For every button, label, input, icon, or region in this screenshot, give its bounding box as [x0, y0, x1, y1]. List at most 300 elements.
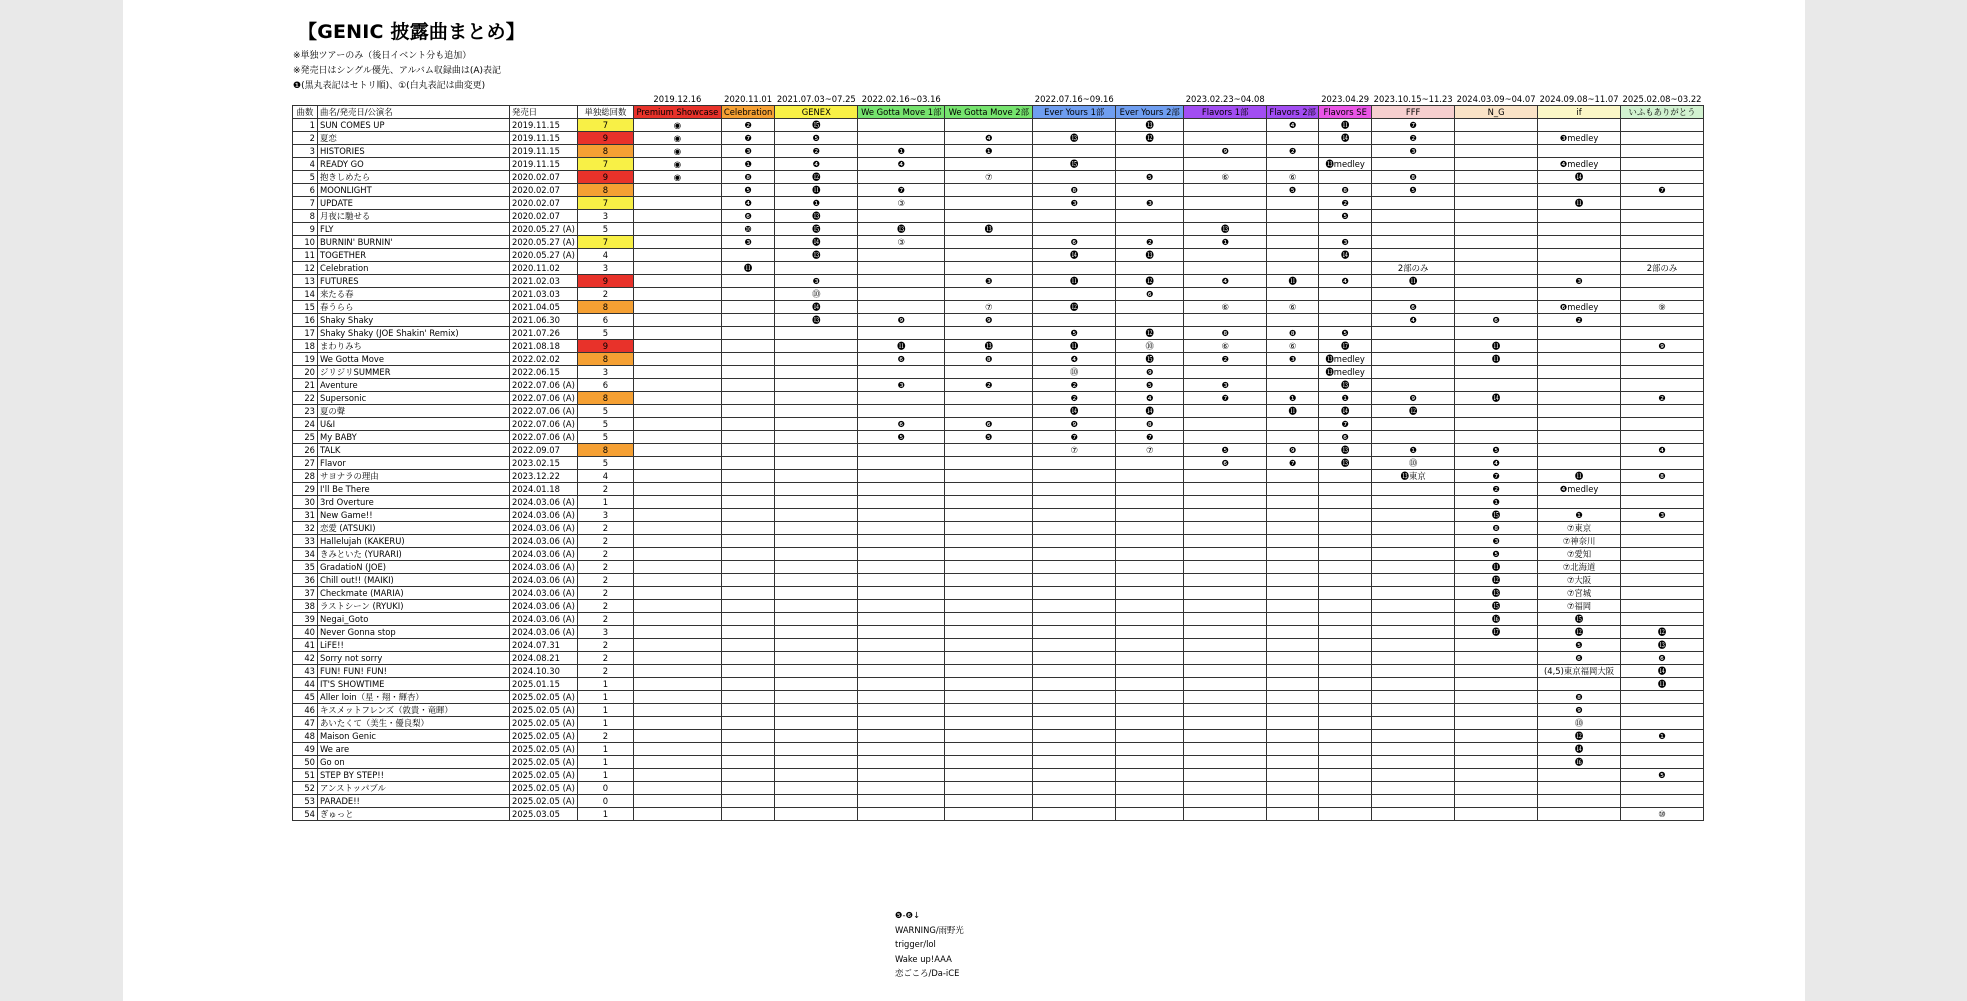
- setlist-mark: [1455, 261, 1538, 274]
- setlist-mark: [1538, 118, 1621, 131]
- setlist-mark: [858, 560, 945, 573]
- setlist-mark: [775, 456, 858, 469]
- setlist-mark: [1184, 183, 1267, 196]
- setlist-mark: ⑥: [1267, 339, 1319, 352]
- song-number: 45: [293, 690, 318, 703]
- setlist-mark: [1621, 456, 1704, 469]
- setlist-mark: [858, 508, 945, 521]
- setlist-mark: ⓬: [1621, 625, 1704, 638]
- song-name: GradatioN (JOE): [318, 560, 510, 573]
- setlist-mark: [1455, 131, 1538, 144]
- setlist-mark: [721, 651, 774, 664]
- setlist-mark: [1538, 248, 1621, 261]
- song-number: 38: [293, 599, 318, 612]
- setlist-mark: [1116, 482, 1184, 495]
- setlist-mark: [721, 768, 774, 781]
- song-name: Hallelujah (KAKERU): [318, 534, 510, 547]
- setlist-mark: ⓫: [1455, 560, 1538, 573]
- release-date: 2022.07.06 (A): [510, 417, 578, 430]
- tour-header: Flavors 2部: [1267, 105, 1319, 118]
- setlist-mark: [1621, 755, 1704, 768]
- release-date: 2021.04.05: [510, 300, 578, 313]
- setlist-mark: [775, 794, 858, 807]
- setlist-mark: [1033, 521, 1116, 534]
- footer-line: Wake up!AAA: [895, 953, 952, 964]
- setlist-mark: [1184, 521, 1267, 534]
- release-date: 2024.01.18: [510, 482, 578, 495]
- setlist-mark: ❺: [1538, 638, 1621, 651]
- setlist-mark: ⑦: [1033, 443, 1116, 456]
- song-name: We Gotta Move: [318, 352, 510, 365]
- release-date: 2025.01.15: [510, 677, 578, 690]
- performance-count: 3: [577, 625, 633, 638]
- setlist-mark: [1621, 326, 1704, 339]
- setlist-mark: [1116, 456, 1184, 469]
- setlist-mark: [1538, 183, 1621, 196]
- setlist-mark: [721, 560, 774, 573]
- setlist-mark: ⓭: [1116, 118, 1184, 131]
- setlist-mark: [775, 378, 858, 391]
- setlist-mark: [1538, 807, 1621, 820]
- setlist-mark: [633, 300, 721, 313]
- song-number: 37: [293, 586, 318, 599]
- setlist-mark: ❶: [1319, 391, 1372, 404]
- setlist-mark: [775, 755, 858, 768]
- release-date: 2024.03.06 (A): [510, 547, 578, 560]
- setlist-mark: [1319, 261, 1372, 274]
- setlist-mark: [1033, 209, 1116, 222]
- table-row: [293, 716, 1704, 729]
- setlist-mark: ⓫: [858, 339, 945, 352]
- setlist-mark: [775, 781, 858, 794]
- setlist-mark: ③: [858, 196, 945, 209]
- setlist-mark: [1455, 794, 1538, 807]
- setlist-mark: [1372, 248, 1455, 261]
- performance-count: 1: [577, 690, 633, 703]
- setlist-mark: [1033, 716, 1116, 729]
- table-row: [293, 417, 1704, 430]
- setlist-mark: [1538, 456, 1621, 469]
- setlist-mark: ❽: [1267, 326, 1319, 339]
- tour-date: 2025.02.08~03.22: [1622, 93, 1702, 104]
- setlist-mark: [1033, 144, 1116, 157]
- setlist-mark: ⓯: [1455, 508, 1538, 521]
- song-number: 46: [293, 703, 318, 716]
- song-name: Supersonic: [318, 391, 510, 404]
- setlist-mark: [721, 586, 774, 599]
- song-number: 5: [293, 170, 318, 183]
- setlist-mark: [858, 755, 945, 768]
- setlist-mark: [1116, 781, 1184, 794]
- setlist-mark: ⓬: [1116, 326, 1184, 339]
- setlist-mark: [1372, 703, 1455, 716]
- setlist-mark: [1372, 781, 1455, 794]
- setlist-mark: [1372, 209, 1455, 222]
- tour-date: 2021.07.03~07.25: [776, 93, 856, 104]
- setlist-mark: [775, 339, 858, 352]
- setlist-mark: ⓬: [1116, 131, 1184, 144]
- setlist-mark: [1319, 716, 1372, 729]
- setlist-mark: ❼: [1621, 183, 1704, 196]
- setlist-mark: [1319, 495, 1372, 508]
- song-name: 3rd Overture: [318, 495, 510, 508]
- setlist-mark: ❺: [1184, 443, 1267, 456]
- table-row: [293, 508, 1704, 521]
- setlist-mark: [1116, 469, 1184, 482]
- setlist-mark: [1621, 560, 1704, 573]
- setlist-mark: [1372, 326, 1455, 339]
- setlist-mark: ❹: [1621, 443, 1704, 456]
- setlist-mark: ❽: [1455, 521, 1538, 534]
- setlist-mark: ❷: [1372, 131, 1455, 144]
- setlist-mark: ❽: [1116, 417, 1184, 430]
- table-row: [293, 118, 1704, 131]
- setlist-mark: ⓫: [1267, 274, 1319, 287]
- setlist-mark: [1372, 794, 1455, 807]
- setlist-mark: [1267, 807, 1319, 820]
- performance-count: 7: [577, 118, 633, 131]
- setlist-mark: [1319, 651, 1372, 664]
- setlist-mark: [1372, 612, 1455, 625]
- setlist-mark: [1116, 729, 1184, 742]
- song-name: 来たる春: [318, 287, 510, 300]
- setlist-mark: [945, 703, 1033, 716]
- setlist-mark: [1267, 313, 1319, 326]
- setlist-mark: [721, 807, 774, 820]
- setlist-mark: [633, 664, 721, 677]
- setlist-mark: [858, 729, 945, 742]
- song-number: 24: [293, 417, 318, 430]
- setlist-mark: ❶: [1184, 235, 1267, 248]
- setlist-mark: [1267, 287, 1319, 300]
- setlist-mark: [1621, 794, 1704, 807]
- setlist-mark: [1538, 781, 1621, 794]
- performance-count: 5: [577, 430, 633, 443]
- song-name: サヨナラの理由: [318, 469, 510, 482]
- setlist-mark: [1184, 560, 1267, 573]
- song-name: Go on: [318, 755, 510, 768]
- release-date: 2020.05.27 (A): [510, 222, 578, 235]
- setlist-mark: [1319, 287, 1372, 300]
- setlist-mark: ❼: [858, 183, 945, 196]
- setlist-mark: ❺: [1319, 209, 1372, 222]
- setlist-mark: ❸medley: [1538, 131, 1621, 144]
- setlist-mark: ◉: [633, 118, 721, 131]
- table-row: [293, 404, 1704, 417]
- setlist-mark: ⓬: [1538, 625, 1621, 638]
- setlist-mark: ⓭medley: [1319, 352, 1372, 365]
- header-count: 単独総回数: [577, 105, 633, 118]
- setlist-mark: [1621, 612, 1704, 625]
- song-name: 抱きしめたら: [318, 170, 510, 183]
- setlist-mark: [633, 807, 721, 820]
- setlist-mark: ❸: [775, 274, 858, 287]
- song-name: PARADE!!: [318, 794, 510, 807]
- setlist-mark: [1033, 742, 1116, 755]
- setlist-mark: [1267, 729, 1319, 742]
- setlist-mark: [1184, 417, 1267, 430]
- setlist-mark: ❻: [858, 417, 945, 430]
- song-name: ジリジリSUMMER: [318, 365, 510, 378]
- setlist-mark: ❺: [1319, 326, 1372, 339]
- setlist-mark: [1455, 274, 1538, 287]
- setlist-mark: [1621, 196, 1704, 209]
- setlist-mark: [1184, 703, 1267, 716]
- setlist-mark: [1372, 196, 1455, 209]
- setlist-mark: ❸: [945, 274, 1033, 287]
- setlist-mark: [945, 391, 1033, 404]
- setlist-mark: ❷: [1319, 196, 1372, 209]
- setlist-mark: [1033, 664, 1116, 677]
- setlist-mark: ❶: [1267, 391, 1319, 404]
- setlist-mark: ❹: [1372, 313, 1455, 326]
- song-number: 15: [293, 300, 318, 313]
- setlist-mark: ⓭medley: [1319, 365, 1372, 378]
- setlist-mark: [721, 664, 774, 677]
- setlist-mark: ❻: [1455, 313, 1538, 326]
- table-row: [293, 157, 1704, 170]
- setlist-mark: [633, 534, 721, 547]
- setlist-mark: [775, 495, 858, 508]
- setlist-mark: [1372, 651, 1455, 664]
- setlist-mark: ⓯: [1033, 157, 1116, 170]
- song-name: UPDATE: [318, 196, 510, 209]
- setlist-mark: [1319, 612, 1372, 625]
- table-row: [293, 248, 1704, 261]
- setlist-mark: ❺: [1267, 183, 1319, 196]
- table-row: [293, 339, 1704, 352]
- setlist-mark: ⓮: [1455, 391, 1538, 404]
- release-date: 2025.03.05: [510, 807, 578, 820]
- setlist-mark: [633, 495, 721, 508]
- setlist-mark: [721, 404, 774, 417]
- setlist-mark: [775, 352, 858, 365]
- song-name: アンストッパブル: [318, 781, 510, 794]
- setlist-mark: [1372, 287, 1455, 300]
- setlist-mark: ❼: [1319, 417, 1372, 430]
- release-date: 2020.02.07: [510, 209, 578, 222]
- setlist-mark: [633, 729, 721, 742]
- song-number: 19: [293, 352, 318, 365]
- setlist-mark: ❺: [1033, 326, 1116, 339]
- setlist-mark: ⓭medley: [1319, 157, 1372, 170]
- setlist-mark: [858, 547, 945, 560]
- setlist-mark: [1116, 768, 1184, 781]
- setlist-mark: ❻: [1116, 287, 1184, 300]
- setlist-mark: [1455, 690, 1538, 703]
- setlist-mark: ⑦宮城: [1538, 586, 1621, 599]
- song-number: 12: [293, 261, 318, 274]
- setlist-mark: [858, 521, 945, 534]
- setlist-mark: [945, 690, 1033, 703]
- performance-count: 8: [577, 391, 633, 404]
- release-date: 2024.03.06 (A): [510, 495, 578, 508]
- setlist-mark: [858, 612, 945, 625]
- setlist-mark: ❸: [1621, 508, 1704, 521]
- setlist-mark: ❼: [1267, 456, 1319, 469]
- setlist-mark: [1455, 716, 1538, 729]
- setlist-mark: [858, 677, 945, 690]
- performance-count: 7: [577, 235, 633, 248]
- setlist-mark: [1184, 729, 1267, 742]
- setlist-mark: [1455, 781, 1538, 794]
- song-number: 53: [293, 794, 318, 807]
- song-number: 34: [293, 547, 318, 560]
- setlist-mark: ⓾: [1538, 716, 1621, 729]
- release-date: 2024.03.06 (A): [510, 625, 578, 638]
- setlist-mark: [945, 612, 1033, 625]
- song-name: HISTORIES: [318, 144, 510, 157]
- performance-count: 0: [577, 781, 633, 794]
- setlist-mark: [1116, 495, 1184, 508]
- setlist-mark: [721, 547, 774, 560]
- setlist-mark: ❻medley: [1538, 300, 1621, 313]
- setlist-mark: ❷: [1033, 391, 1116, 404]
- setlist-mark: [1267, 547, 1319, 560]
- setlist-mark: [858, 534, 945, 547]
- song-name: SUN COMES UP: [318, 118, 510, 131]
- header-no: 曲数: [293, 105, 318, 118]
- footer-line: WARNING/雨野光: [895, 924, 964, 935]
- setlist-mark: [1372, 677, 1455, 690]
- setlist-mark: [1538, 365, 1621, 378]
- setlist-mark: [775, 469, 858, 482]
- setlist-mark: ❺: [1621, 768, 1704, 781]
- setlist-mark: [633, 768, 721, 781]
- setlist-mark: [1538, 794, 1621, 807]
- song-number: 49: [293, 742, 318, 755]
- setlist-mark: [1033, 287, 1116, 300]
- song-number: 48: [293, 729, 318, 742]
- song-number: 54: [293, 807, 318, 820]
- setlist-mark: ❽: [1538, 690, 1621, 703]
- setlist-mark: ❷: [775, 144, 858, 157]
- setlist-mark: [1184, 742, 1267, 755]
- setlist-mark: [1455, 209, 1538, 222]
- performance-count: 3: [577, 209, 633, 222]
- setlist-mark: ⑦: [945, 300, 1033, 313]
- setlist-mark: ❻: [1621, 651, 1704, 664]
- setlist-mark: [633, 612, 721, 625]
- performance-count: 1: [577, 807, 633, 820]
- release-date: 2021.03.03: [510, 287, 578, 300]
- release-date: 2021.06.30: [510, 313, 578, 326]
- table-row: [293, 313, 1704, 326]
- setlist-mark: [721, 677, 774, 690]
- setlist-mark: [1033, 118, 1116, 131]
- setlist-mark: [775, 703, 858, 716]
- setlist-mark: ⓭: [945, 339, 1033, 352]
- song-number: 29: [293, 482, 318, 495]
- setlist-mark: [1033, 222, 1116, 235]
- setlist-mark: [633, 677, 721, 690]
- setlist-mark: [1184, 651, 1267, 664]
- setlist-mark: [1319, 300, 1372, 313]
- setlist-mark: ⓮: [775, 300, 858, 313]
- performance-count: 6: [577, 378, 633, 391]
- setlist-mark: [858, 391, 945, 404]
- setlist-mark: [945, 573, 1033, 586]
- release-date: 2025.02.05 (A): [510, 703, 578, 716]
- note-line: ❶(黒丸表記はセトリ順)、①(白丸表記は曲変更): [293, 81, 486, 91]
- tour-header: いふもありがとう: [1621, 105, 1704, 118]
- setlist-mark: [1455, 417, 1538, 430]
- setlist-mark: ❾: [1033, 417, 1116, 430]
- setlist-mark: [1033, 456, 1116, 469]
- setlist-mark: [1116, 300, 1184, 313]
- song-name: Negai_Goto: [318, 612, 510, 625]
- setlist-mark: [1184, 469, 1267, 482]
- setlist-mark: [1267, 638, 1319, 651]
- footer-notes: [895, 908, 964, 981]
- setlist-mark: [1116, 716, 1184, 729]
- performance-count: 5: [577, 456, 633, 469]
- song-name: My BABY: [318, 430, 510, 443]
- setlist-mark: [945, 677, 1033, 690]
- setlist-mark: [1184, 365, 1267, 378]
- setlist-mark: ⓭東京: [1372, 469, 1455, 482]
- setlist-mark: ⑥: [1184, 300, 1267, 313]
- setlist-mark: ⓭: [945, 222, 1033, 235]
- setlist-mark: [1184, 118, 1267, 131]
- setlist-mark: ⓯: [1116, 352, 1184, 365]
- song-name: 夏の聲: [318, 404, 510, 417]
- release-date: 2023.12.22: [510, 469, 578, 482]
- tour-date: 2024.03.09~04.07: [1456, 93, 1536, 104]
- song-number: 42: [293, 651, 318, 664]
- setlist-mark: [633, 755, 721, 768]
- setlist-mark: [1621, 248, 1704, 261]
- setlist-mark: ⑦: [1116, 443, 1184, 456]
- song-number: 9: [293, 222, 318, 235]
- song-name: FLY: [318, 222, 510, 235]
- setlist-mark: [721, 391, 774, 404]
- table-row: [293, 469, 1704, 482]
- setlist-mark: [1116, 560, 1184, 573]
- song-number: 4: [293, 157, 318, 170]
- song-number: 2: [293, 131, 318, 144]
- song-number: 7: [293, 196, 318, 209]
- song-name: I'll Be There: [318, 482, 510, 495]
- setlist-mark: ❺: [945, 430, 1033, 443]
- setlist-mark: [1372, 690, 1455, 703]
- setlist-mark: ❿: [721, 222, 774, 235]
- setlist-mark: [1116, 807, 1184, 820]
- setlist-mark: [945, 326, 1033, 339]
- song-name: Aventure: [318, 378, 510, 391]
- setlist-mark: [1033, 781, 1116, 794]
- setlist-mark: ❸: [1184, 378, 1267, 391]
- setlist-mark: ❽: [1372, 170, 1455, 183]
- song-number: 27: [293, 456, 318, 469]
- setlist-mark: [633, 391, 721, 404]
- setlist-mark: [1184, 807, 1267, 820]
- setlist-mark: [858, 742, 945, 755]
- setlist-mark: [858, 664, 945, 677]
- song-number: 40: [293, 625, 318, 638]
- setlist-mark: [1033, 170, 1116, 183]
- song-number: 1: [293, 118, 318, 131]
- setlist-mark: [1184, 261, 1267, 274]
- setlist-mark: [1184, 599, 1267, 612]
- setlist-mark: [945, 638, 1033, 651]
- song-number: 44: [293, 677, 318, 690]
- song-number: 36: [293, 573, 318, 586]
- performance-count: 2: [577, 573, 633, 586]
- setlist-mark: [1538, 768, 1621, 781]
- setlist-mark: [1267, 209, 1319, 222]
- setlist-mark: [858, 638, 945, 651]
